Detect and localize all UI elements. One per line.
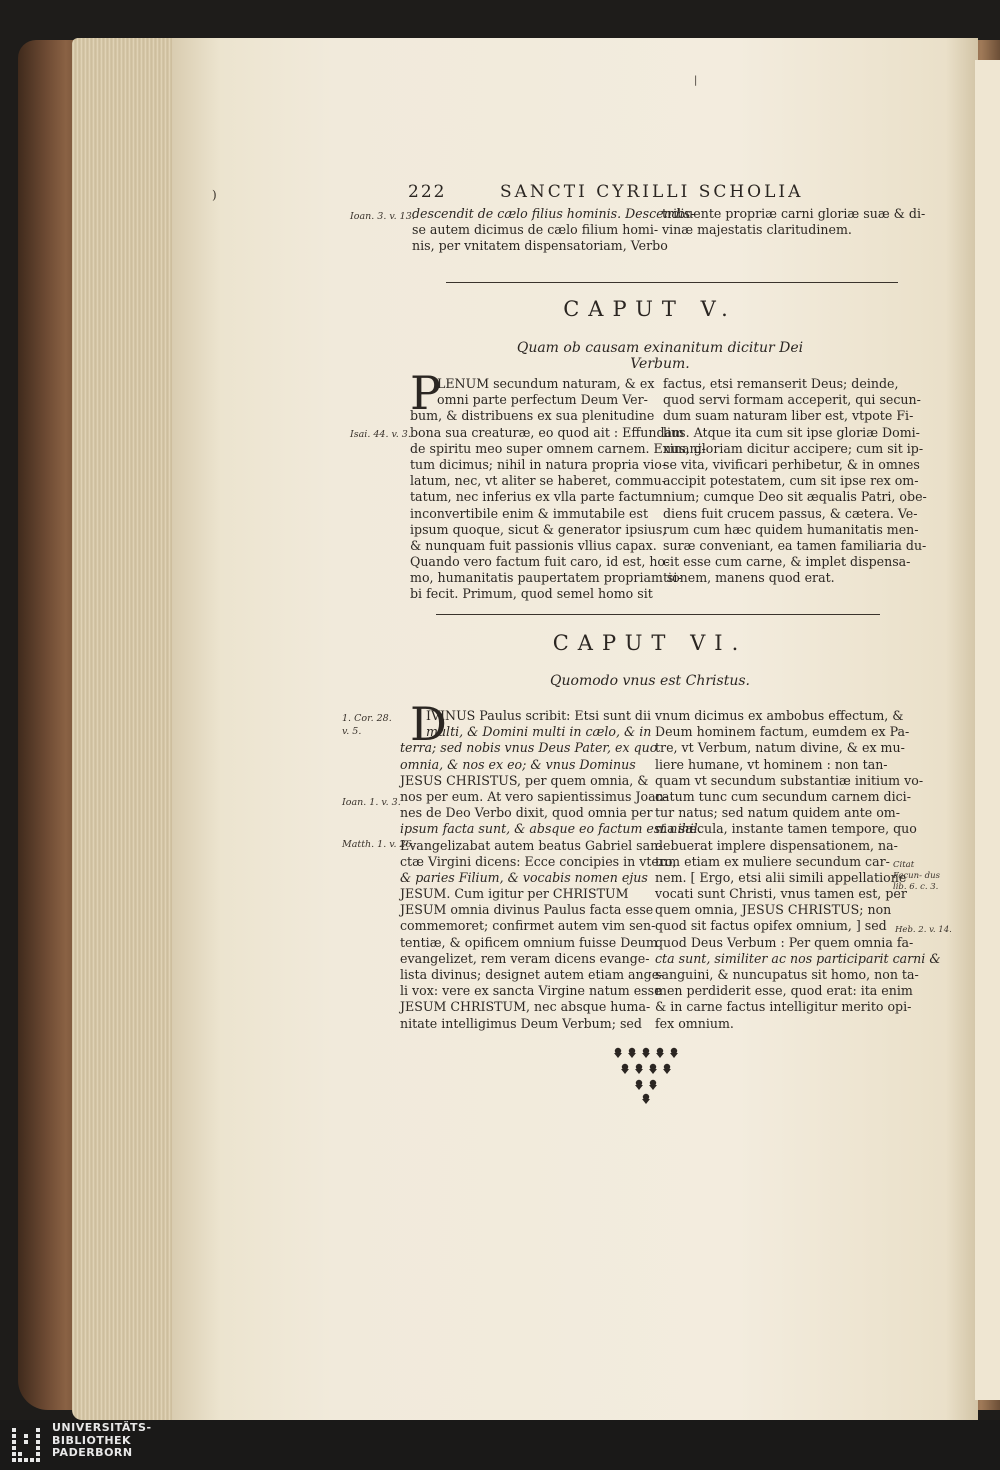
margin-note: Citat Facun- dus lib. 6. c. 3.: [893, 860, 940, 892]
text-line: liere humane, vt hominem : non tan-: [655, 756, 888, 772]
text-line: nium; cumque Deo sit æqualis Patri, obe-: [663, 489, 927, 505]
text-line: accipit potestatem, cum sit ipse rex om-: [663, 473, 919, 489]
text-line: quod servi formam acceperit, qui secun-: [663, 392, 921, 408]
section-rule: [436, 614, 880, 615]
text-line: cta sunt, similiter ac nos participarit carni &: [655, 950, 941, 966]
text-line: commemoret; confirmet autem vim sen-: [400, 918, 656, 934]
margin-note: Ioan. 1. v. 3.: [342, 797, 401, 808]
text-line: rum cum hæc quidem humanitatis men-: [663, 521, 919, 537]
chapter5-right-column: [663, 376, 927, 586]
text-line: nus, gloriam dicitur accipere; cum sit ip-: [663, 440, 924, 456]
text-line: tum dicimus; nihil in natura propria vio-: [410, 456, 667, 472]
text-line: fex omnium.: [655, 1015, 734, 1031]
library-logo-icon: [12, 1428, 44, 1462]
text-line: multi, & Domini multi in cælo, & in: [426, 724, 652, 740]
text-line: men perdiderit esse, quod erat: ita enim: [655, 983, 913, 999]
top-left-column: [412, 206, 695, 255]
logo-line: UNIVERSITÄTS-: [52, 1421, 152, 1434]
text-line: inconvertibile enim & immutabile est: [410, 505, 649, 521]
chapter5-left-column: [410, 376, 706, 603]
text-line: catum tunc cum secundum carnem dici-: [655, 788, 911, 804]
text-line: JESUM CHRISTUM, nec absque huma-: [400, 999, 651, 1015]
text-line: nitate intelligimus Deum Verbum; sed: [400, 1015, 642, 1031]
text-line: se autem dicimus de cælo filium homi-: [412, 222, 659, 238]
facing-page-edge: [975, 60, 1000, 1400]
text-line: omnia, & nos ex eo; & vnus Dominus: [400, 756, 636, 772]
text-line: ctæ Virgini dicens: Ecce concipies in vtero,: [400, 853, 677, 869]
text-line: & paries Filium, & vocabis nomen ejus: [400, 869, 648, 885]
text-line: diens fuit crucem passus, & cætera. Ve-: [663, 505, 918, 521]
fleuron-ornament-icon: [612, 1045, 682, 1105]
text-line: bona sua creaturæ, eo quod ait : Effundam: [410, 424, 685, 440]
chapter-title: CAPUT V.: [563, 297, 737, 321]
text-line: tur natus; sed natum quidem ante om-: [655, 805, 900, 821]
text-line: bi fecit. Primum, quod semel homo sit: [410, 586, 653, 602]
chapter-title: CAPUT VI.: [552, 631, 748, 655]
text-line: cit esse cum carne, & implet dispensa-: [663, 554, 911, 570]
text-line: vnum dicimus ex ambobus effectum, &: [655, 708, 904, 723]
text-line: terra; sed nobis vnus Deus Pater, ex quo: [400, 740, 658, 756]
text-line: ipsum facta sunt, & absque eo factum est nihil.: [400, 821, 702, 837]
text-line: tribuente propriæ carni gloriæ suæ & di-: [662, 206, 926, 221]
margin-note: 1. Cor. 28. v. 5.: [342, 713, 392, 737]
text-line: JESUM omnia divinus Paulus facta esse: [400, 902, 654, 918]
text-line: & nunquam fuit passionis vllius capax.: [410, 537, 657, 553]
text-line: tre, vt Verbum, natum divine, & ex mu-: [655, 740, 905, 756]
text-line: JESUM. Cum igitur per CHRISTUM: [400, 886, 629, 902]
chapter-subtitle: Quam ob causam exinanitum dicitur Dei Verbum.: [516, 340, 804, 372]
running-title: SANCTI CYRILLI SCHOLIA: [500, 182, 804, 202]
text-line: & in carne factus intelligitur merito opi-: [655, 999, 912, 1015]
logo-line: PADERBORN: [52, 1446, 133, 1459]
text-line: dum suam naturam liber est, vtpote Fi-: [663, 408, 914, 424]
text-line: LENUM secundum naturam, & ex: [437, 376, 655, 391]
text-line: nia sæcula, instante tamen tempore, quo: [655, 821, 917, 837]
text-line: factus, etsi remanserit Deus; deinde,: [663, 376, 899, 391]
top-right-column: [662, 206, 926, 238]
text-line: quod Deus Verbum : Per quem omnia fa-: [655, 934, 914, 950]
text-line: lista divinus; designet autem etiam ange-: [400, 967, 664, 982]
text-line: evangelizet, rem veram dicens evange-: [400, 950, 650, 966]
drop-cap: P: [410, 366, 441, 420]
text-line: nos per eum. At vero sapientissimus Joan-: [400, 788, 669, 804]
text-line: descendit de cælo filius hominis. Descendis-: [412, 206, 695, 221]
text-line: sanguini, & nuncupatus sit homo, non ta-: [655, 967, 919, 982]
text-line: ipsum quoque, sicut & generator ipsius,: [410, 521, 667, 537]
margin-note: Ioan. 3. v. 13.: [350, 211, 415, 222]
margin-note: Matth. 1. v. 26.: [342, 839, 415, 850]
text-line: tatum, nec inferius ex vlla parte factum:: [410, 489, 668, 505]
text-line: nem. [ Ergo, etsi alii simili appellatione: [655, 869, 907, 885]
margin-note: Heb. 2. v. 14.: [895, 925, 952, 935]
text-line: omni parte perfectum Deum Ver-: [437, 392, 648, 408]
text-line: Deum hominem factum, eumdem ex Pa-: [655, 724, 910, 740]
margin-note: Isai. 44. v. 3.: [350, 429, 411, 440]
text-line: Evangelizabat autem beatus Gabriel san-: [400, 837, 663, 853]
text-line: suræ conveniant, ea tamen familiaria du-: [663, 537, 927, 553]
text-line: tum etiam ex muliere secundum car-: [655, 853, 890, 869]
text-line: mo, humanitatis paupertatem propriam si-: [410, 570, 682, 586]
text-line: vinæ majestatis claritudinem.: [662, 222, 852, 238]
ink-mark: |: [694, 75, 698, 86]
chapter-subtitle: Quomodo vnus est Christus.: [550, 673, 750, 689]
text-line: quem omnia, JESUS CHRISTUS; non: [655, 902, 892, 918]
text-line: lius. Atque ita cum sit ipse gloriæ Domi-: [663, 424, 920, 440]
section-rule: [446, 282, 898, 283]
text-line: nes de Deo Verbo dixit, quod omnia per: [400, 805, 653, 821]
text-line: JESUS CHRISTUS, per quem omnia, &: [400, 772, 649, 788]
library-logo-text: [52, 1422, 152, 1460]
text-line: vocati sunt Christi, vnus tamen est, per: [655, 886, 907, 902]
logo-line: BIBLIOTHEK: [52, 1433, 132, 1447]
page-number: 222: [408, 182, 447, 202]
ink-mark: ): [212, 188, 217, 202]
text-line: li vox: vere ex sancta Virgine natum esse: [400, 983, 662, 999]
text-line: de spiritu meo super omnem carnem. Exinani-: [410, 440, 706, 456]
text-line: quam vt secundum substantiæ initium vo-: [655, 772, 924, 788]
text-line: nis, per vnitatem dispensatoriam, Verbo: [412, 238, 668, 254]
drop-cap: D: [410, 697, 447, 751]
text-line: Quando vero factum fuit caro, id est, ho-: [410, 554, 670, 570]
page-edges: [72, 38, 182, 1420]
text-line: latum, nec, vt aliter se haberet, commu-: [410, 473, 667, 489]
text-line: quod sit factus opifex omnium, ] sed: [655, 918, 887, 934]
text-line: IVINUS Paulus scribit: Etsi sunt dii: [426, 708, 652, 723]
text-line: tionem, manens quod erat.: [663, 570, 835, 586]
text-line: bum, & distribuens ex sua plenitudine: [410, 408, 655, 424]
text-line: tentiæ, & opificem omnium fuisse Deum: [400, 934, 658, 950]
text-line: debuerat implere dispensationem, na-: [655, 837, 898, 853]
text-line: se vita, vivificari perhibetur, & in omnes: [663, 456, 920, 472]
